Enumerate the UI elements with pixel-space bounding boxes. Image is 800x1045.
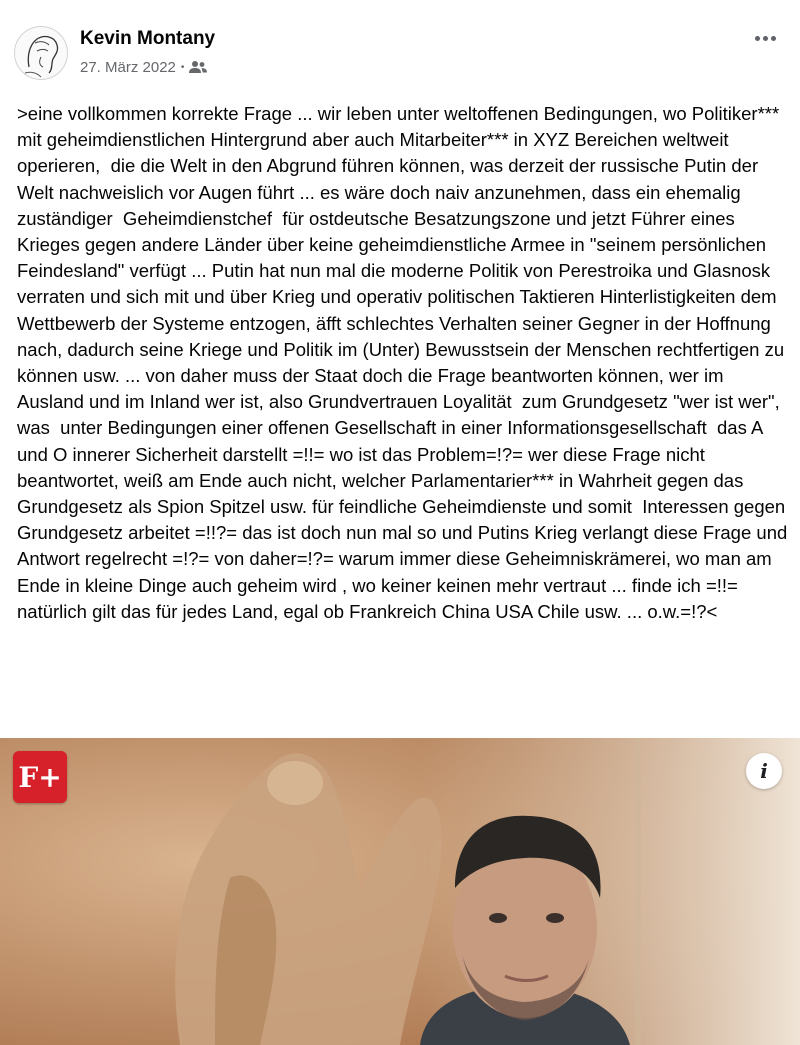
article-photo: [0, 738, 800, 1045]
author-avatar[interactable]: [14, 26, 68, 80]
link-preview-image[interactable]: [0, 738, 800, 1045]
author-name[interactable]: Kevin Montany: [80, 28, 216, 49]
meta-separator: •: [180, 61, 185, 73]
more-options-icon[interactable]: [745, 26, 785, 50]
friends-icon[interactable]: [189, 60, 207, 74]
post-text: >eine vollkommen korrekte Frage ... wir leben unter weltoffenen Bedingungen, wo Politiker*** mit geheimdienstlichen Hintergrund aber auch Mitarbeiter*** in XYZ Bereichen weltweit operieren, die die Welt in den Abgrund führen können, was derzeit der russische Putin der Welt nachweislich vor Augen führt ... es wäre doch naiv anzunehmen, dass ein ehemalig zuständiger Geheimdienstchef für ostdeutsche Besatzungszone und jetzt Führer eines Krieges gegen andere Länder über keine geheimdienstliche Armee in "seinem persönlichen Feindesland" verfügt ... Putin hat nun mal die moderne Politik von Perestroika und Glasnosk verraten und sich mit und über Krieg und operativ politischen Taktieren Hinterlistigkeiten dem Wettbewerb der Systeme entzogen, äfft schlechtes Verhalten seiner Gegner in der Hoffnung nach, dadurch seine Kriege und Politik im (Unter) Bewusstsein der Menschen rechtfertigen zu können usw. ... von daher muss der Staat doch die Frage beantworten können, wer im Ausland und im Inland wer ist, also Grundvertrauen Loyalität zum Grundgesetz "wer ist wer", was unter Bedingungen einer offenen Gesellschaft in einer Informationsgesellschaft das A und O innerer Sicherheit darstellt =!!= wo ist das Problem=!?= wer diese Frage nicht beantwortet, weiß am Ende auch nicht, welcher Parlamentarier*** in Wahrheit gegen das Grundgesetz als Spion Spitzel usw. für feindliche Geheimdienste und somit Interessen gegen Grundgesetz arbeitet =!!?= das ist doch nun mal so und Putins Krieg verlangt diese Frage und Antwort regelrecht =!?= von daher=!?= warum immer diese Geheimniskrämerei, wo man am Ende in kleine Dinge auch geheim wird , wo keiner keinen mehr vertraut ... finde ich =!!= natürlich gilt das für jedes Land, egal ob Frankreich China USA Chile usw. ... o.w.=!?<: [17, 103, 792, 622]
post-meta: [80, 57, 207, 77]
post-date[interactable]: 27. März 2022: [80, 58, 176, 76]
info-icon[interactable]: i: [746, 753, 782, 789]
avatar-sketch-icon: [15, 27, 67, 79]
post-header: [0, 0, 800, 90]
f-plus-badge: F+: [13, 751, 67, 803]
